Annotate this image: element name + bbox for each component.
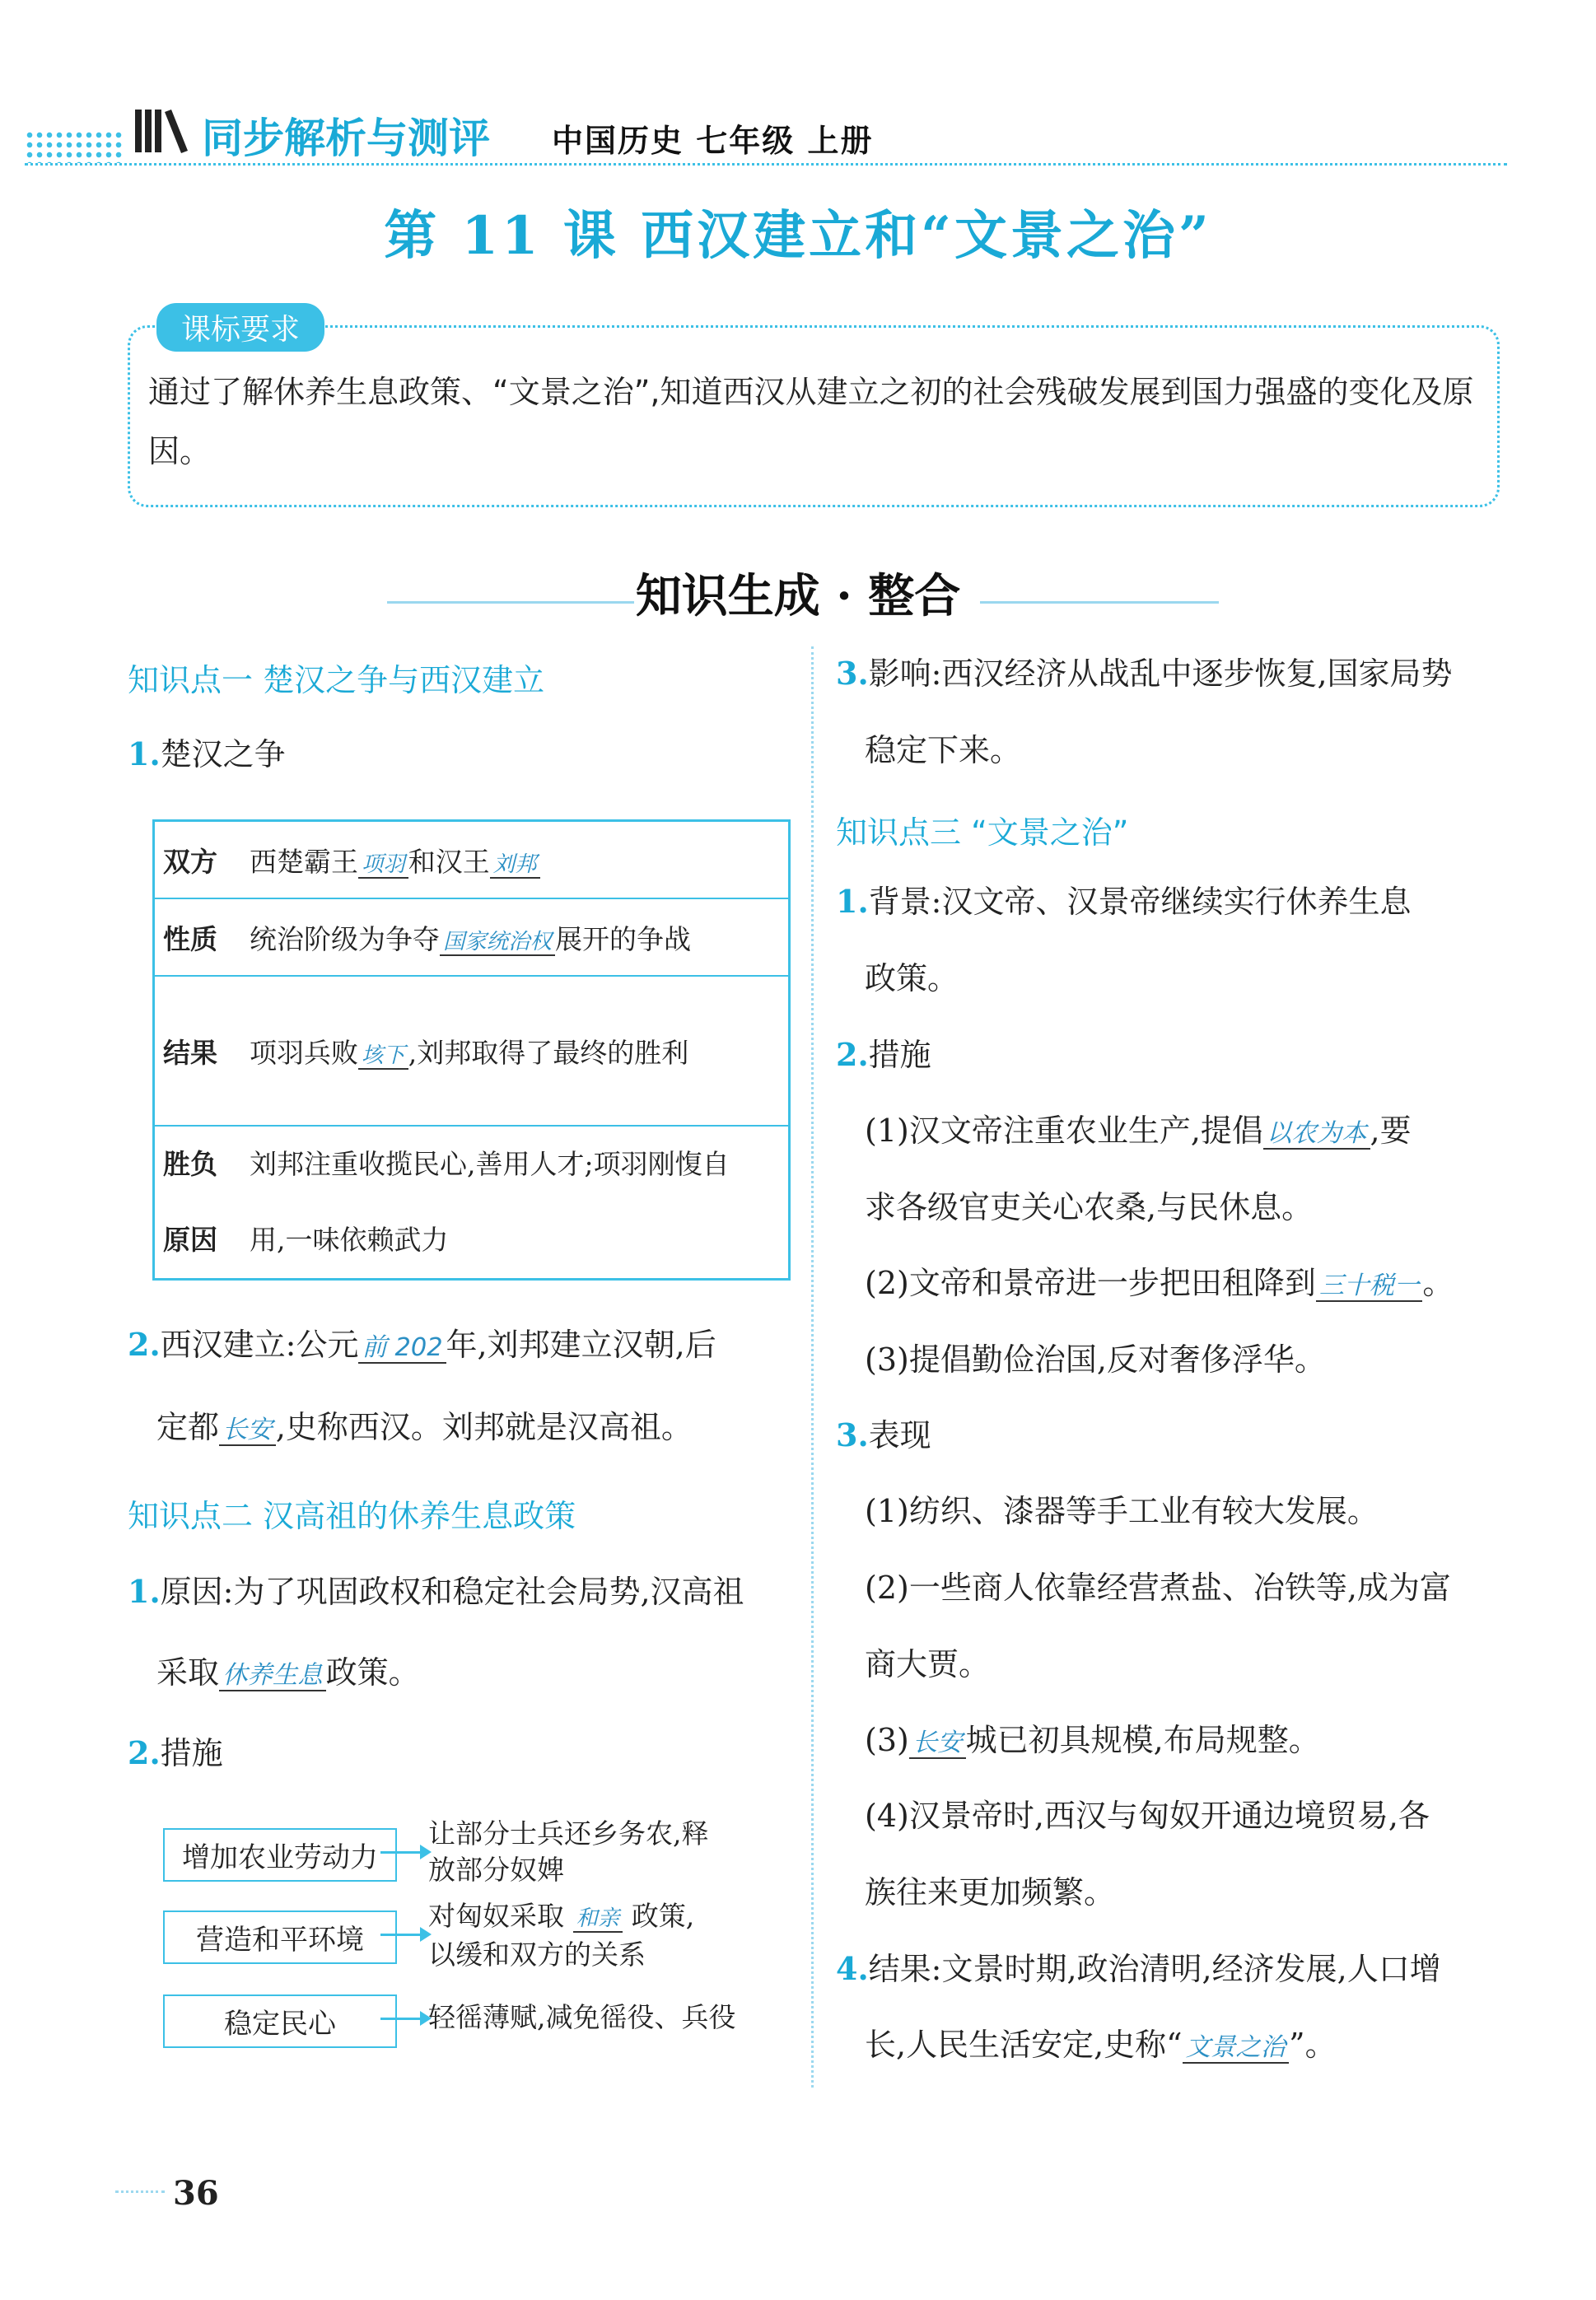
kp1-item2-line1: 2.西汉建立:公元 前 202 年,刘邦建立汉朝,后 bbox=[128, 1326, 716, 1363]
answer-blank: 休养生息 bbox=[219, 1661, 326, 1691]
answer-blank: 三十税一 bbox=[1316, 1271, 1423, 1302]
kp3-result-line2: 长,人民生活安定,史称“ 文景之治 ”。 bbox=[865, 2027, 1337, 2063]
kp3-p2-line1: (2)一些商人依靠经营煮盐、冶铁等,成为富 bbox=[865, 1570, 1451, 1606]
lesson-title: 第 11 课 西汉建立和“文景之治” bbox=[384, 205, 1212, 267]
table-row bbox=[154, 1126, 790, 1280]
answer-blank: 国家统治权 bbox=[440, 929, 555, 956]
kp2-item3-line1: 3.影响:西汉经济从战乱中逐步恢复,国家局势 bbox=[836, 655, 1453, 692]
section-title-text: 知识生成 · 整合 bbox=[635, 569, 961, 623]
flow-arrow bbox=[380, 2018, 422, 2020]
table-row bbox=[154, 898, 790, 976]
flow-arrow bbox=[380, 1934, 422, 1936]
answer-blank: 文景之治 bbox=[1183, 2033, 1290, 2064]
chu-han-table bbox=[152, 819, 791, 1281]
answer-blank: 前 202 bbox=[358, 1333, 446, 1364]
requirement-tag: 课标要求 bbox=[156, 303, 324, 352]
table-key: 胜负 原因 bbox=[154, 1126, 242, 1280]
table-key: 结果 bbox=[154, 976, 242, 1126]
kp1-item1-num: 1. bbox=[128, 735, 161, 772]
answer-blank: 垓下 bbox=[358, 1043, 408, 1070]
kp3-measures-title: 2.措施 bbox=[836, 1036, 931, 1073]
flow-text-peace: 对匈奴采取 和亲 政策, 以缓和双方的关系 bbox=[428, 1900, 695, 1971]
kp3-perf-title: 3.表现 bbox=[836, 1416, 931, 1453]
flow-box-labor: 增加农业劳动力 bbox=[163, 1828, 397, 1882]
answer-blank: 长安 bbox=[909, 1728, 966, 1759]
table-value: 西楚霸王 项羽 和汉王 刘邦 bbox=[241, 821, 790, 899]
kp3-bg-line2: 政策。 bbox=[865, 960, 959, 996]
kp1-item2-line2: 定都 长安 ,史称西汉。刘邦就是汉高祖。 bbox=[156, 1409, 693, 1445]
kp3-p4-line2: 族往来更加频繁。 bbox=[865, 1874, 1116, 1910]
header-dots-decoration bbox=[25, 130, 124, 163]
table-value: 统治阶级为争夺 国家统治权 展开的争战 bbox=[241, 898, 790, 976]
book-title: 中国历史 七年级 上册 bbox=[552, 123, 874, 159]
page-number: 36 bbox=[173, 2174, 219, 2213]
table-key: 双方 bbox=[154, 821, 242, 899]
kp1-item1-text: 楚汉之争 bbox=[160, 736, 286, 772]
answer-blank: 和亲 bbox=[573, 1906, 623, 1933]
kp3-title: 知识点三 “文景之治” bbox=[836, 814, 1129, 851]
table-row bbox=[154, 821, 790, 899]
kp3-m2: (2)文帝和景帝进一步把田租降到 三十税一 。 bbox=[865, 1265, 1454, 1301]
books-logo-icon bbox=[133, 105, 191, 155]
answer-blank: 以农为本 bbox=[1263, 1119, 1370, 1150]
answer-blank: 长安 bbox=[219, 1416, 276, 1446]
flow-arrow bbox=[380, 1851, 422, 1854]
kp2-item2: 2.措施 bbox=[128, 1734, 223, 1771]
kp3-p3: (3) 长安 城已初具规模,布局规整。 bbox=[865, 1722, 1320, 1758]
answer-blank: 项羽 bbox=[358, 851, 408, 879]
kp1-item1 bbox=[128, 735, 286, 773]
section-title bbox=[0, 560, 1596, 626]
kp3-m1-line1: (1)汉文帝注重农业生产,提倡 以农为本 ,要 bbox=[865, 1113, 1412, 1149]
table-row bbox=[154, 976, 790, 1126]
kp3-p2-line2: 商大贾。 bbox=[865, 1646, 991, 1682]
kp3-result-line1: 4.结果:文景时期,政治清明,经济发展,人口增 bbox=[836, 1950, 1441, 1987]
series-title: 同步解析与测评 bbox=[202, 114, 490, 162]
kp2-item1-line2: 采取 休养生息 政策。 bbox=[156, 1654, 420, 1691]
column-divider bbox=[811, 646, 814, 2088]
kp1-title: 知识点一 楚汉之争与西汉建立 bbox=[128, 662, 545, 698]
requirement-text: 通过了解休养生息政策、“文景之治”,知道西汉从建立之初的社会残破发展到国力强盛的变化及原因。 bbox=[148, 374, 1474, 469]
kp3-p1: (1)纺织、漆器等手工业有较大发展。 bbox=[865, 1493, 1379, 1529]
kp2-item1-line1: 1.原因:为了巩固政权和稳定社会局势,汉高祖 bbox=[128, 1573, 744, 1610]
flow-text-people: 轻徭薄赋,减免徭役、兵役 bbox=[428, 2001, 736, 2033]
flow-box-peace: 营造和平环境 bbox=[163, 1910, 397, 1964]
table-key: 性质 bbox=[154, 898, 242, 976]
flow-box-people: 稳定民心 bbox=[163, 1994, 397, 2048]
table-value: 刘邦注重收揽民心,善用人才;项羽刚愎自 用,一味依赖武力 bbox=[241, 1126, 790, 1280]
table-value: 项羽兵败 垓下 ,刘邦取得了最终的胜利 bbox=[241, 976, 790, 1126]
header-divider bbox=[25, 163, 1507, 166]
answer-blank: 刘邦 bbox=[490, 851, 540, 879]
kp3-bg-line1: 1.背景:汉文帝、汉景帝继续实行休养生息 bbox=[836, 883, 1412, 920]
flow-text-labor: 让部分士兵还乡务农,释 放部分奴婢 bbox=[428, 1817, 709, 1886]
kp2-title: 知识点二 汉高祖的休养生息政策 bbox=[128, 1498, 576, 1534]
kp2-item3-line2: 稳定下来。 bbox=[865, 732, 1022, 768]
kp3-p4-line1: (4)汉景帝时,西汉与匈奴开通边境贸易,各 bbox=[865, 1798, 1430, 1834]
kp3-m3: (3)提倡勤俭治国,反对奢侈浮华。 bbox=[865, 1341, 1326, 1378]
kp3-m1-line2: 求各级官吏关心农桑,与民休息。 bbox=[865, 1189, 1314, 1225]
page-number-ornament bbox=[115, 2190, 165, 2201]
